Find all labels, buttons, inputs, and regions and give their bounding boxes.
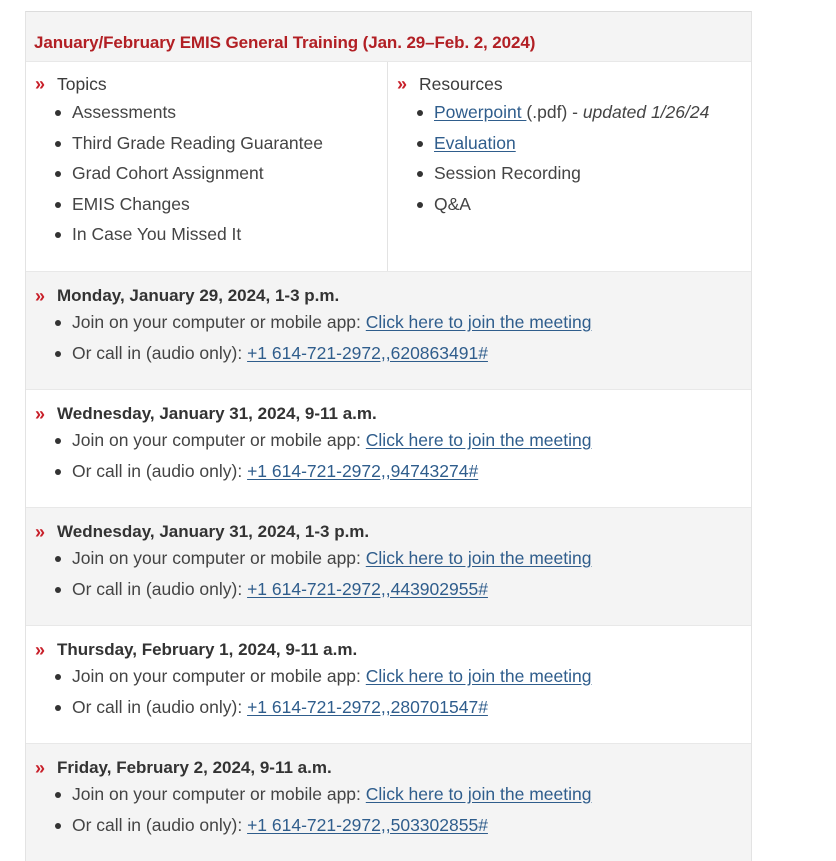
resource-item-qa: Q&A <box>434 194 751 225</box>
chevron-right-icon: » <box>35 758 46 778</box>
chevron-right-icon: » <box>397 74 408 94</box>
join-meeting-link[interactable]: Click here to join the meeting <box>365 666 592 686</box>
call-in-phone-link[interactable]: +1 614-721-2972,,94743274# <box>247 460 479 481</box>
call-in-phone-link[interactable]: +1 614-721-2972,,620863491# <box>247 342 488 363</box>
call-line <box>72 697 751 728</box>
join-line <box>72 666 751 697</box>
chevron-right-icon: » <box>35 404 46 424</box>
training-table <box>25 11 752 861</box>
resource-item-evaluation <box>434 133 751 164</box>
resources-header <box>398 74 751 94</box>
resource-item-powerpoint <box>434 102 751 133</box>
call-in-phone-link[interactable]: +1 614-721-2972,,280701547# <box>247 696 488 717</box>
session-header <box>36 758 751 778</box>
join-meeting-link[interactable]: Click here to join the meeting <box>365 784 592 804</box>
join-prefix: Join on your computer or mobile app: <box>72 784 366 804</box>
join-prefix: Join on your computer or mobile app: <box>72 430 366 450</box>
join-meeting-link[interactable]: Click here to join the meeting <box>365 430 592 450</box>
session-header <box>36 404 751 424</box>
session-row <box>26 271 751 389</box>
session-details <box>36 666 751 727</box>
call-prefix: Or call in (audio only): <box>72 814 248 835</box>
call-prefix: Or call in (audio only): <box>72 578 248 599</box>
call-line <box>72 815 751 846</box>
training-title: January/February EMIS General Training (Jan. 29–Feb. 2, 2024) <box>26 12 751 61</box>
chevron-right-icon: » <box>35 74 46 94</box>
topics-column <box>26 62 388 271</box>
chevron-right-icon: » <box>35 522 46 542</box>
call-line <box>72 461 751 492</box>
resources-heading: Resources <box>419 73 503 94</box>
topics-list <box>36 102 387 255</box>
join-prefix: Join on your computer or mobile app: <box>72 312 366 332</box>
call-prefix: Or call in (audio only): <box>72 460 248 481</box>
session-row <box>26 389 751 507</box>
topic-item: Assessments <box>72 102 387 133</box>
session-row <box>26 507 751 625</box>
topics-heading: Topics <box>57 73 107 94</box>
powerpoint-suffix: (.pdf) - <box>526 102 583 122</box>
resources-list <box>398 102 751 224</box>
session-header <box>36 286 751 306</box>
session-details <box>36 548 751 609</box>
topic-item: EMIS Changes <box>72 194 387 225</box>
topic-item: In Case You Missed It <box>72 224 387 255</box>
session-title: Monday, January 29, 2024, 1-3 p.m. <box>57 286 340 305</box>
resources-column <box>388 62 751 271</box>
join-prefix: Join on your computer or mobile app: <box>72 666 366 686</box>
topic-item: Grad Cohort Assignment <box>72 163 387 194</box>
resource-item-session-recording: Session Recording <box>434 163 751 194</box>
join-line <box>72 548 751 579</box>
session-title: Wednesday, January 31, 2024, 1-3 p.m. <box>57 522 370 541</box>
join-line <box>72 784 751 815</box>
session-title: Friday, February 2, 2024, 9-11 a.m. <box>57 758 332 777</box>
join-line <box>72 312 751 343</box>
evaluation-link[interactable]: Evaluation <box>434 132 516 153</box>
call-prefix: Or call in (audio only): <box>72 342 248 363</box>
session-details <box>36 430 751 491</box>
session-details <box>36 784 751 845</box>
call-prefix: Or call in (audio only): <box>72 696 248 717</box>
join-prefix: Join on your computer or mobile app: <box>72 548 366 568</box>
session-title: Thursday, February 1, 2024, 9-11 a.m. <box>57 640 358 659</box>
session-row <box>26 743 751 861</box>
session-header <box>36 640 751 660</box>
call-line <box>72 343 751 374</box>
powerpoint-updated-note: updated 1/26/24 <box>582 102 710 122</box>
topics-header <box>36 74 387 94</box>
call-line <box>72 579 751 610</box>
call-in-phone-link[interactable]: +1 614-721-2972,,503302855# <box>247 814 488 835</box>
session-header <box>36 522 751 542</box>
call-in-phone-link[interactable]: +1 614-721-2972,,443902955# <box>247 578 488 599</box>
join-line <box>72 430 751 461</box>
topics-resources-row <box>26 61 751 271</box>
chevron-right-icon: » <box>35 640 46 660</box>
session-title: Wednesday, January 31, 2024, 9-11 a.m. <box>57 404 377 423</box>
topic-item: Third Grade Reading Guarantee <box>72 133 387 164</box>
session-details <box>36 312 751 373</box>
chevron-right-icon: » <box>35 286 46 306</box>
powerpoint-link[interactable]: Powerpoint <box>434 102 527 122</box>
join-meeting-link[interactable]: Click here to join the meeting <box>365 312 592 332</box>
session-row <box>26 625 751 743</box>
join-meeting-link[interactable]: Click here to join the meeting <box>365 548 592 568</box>
